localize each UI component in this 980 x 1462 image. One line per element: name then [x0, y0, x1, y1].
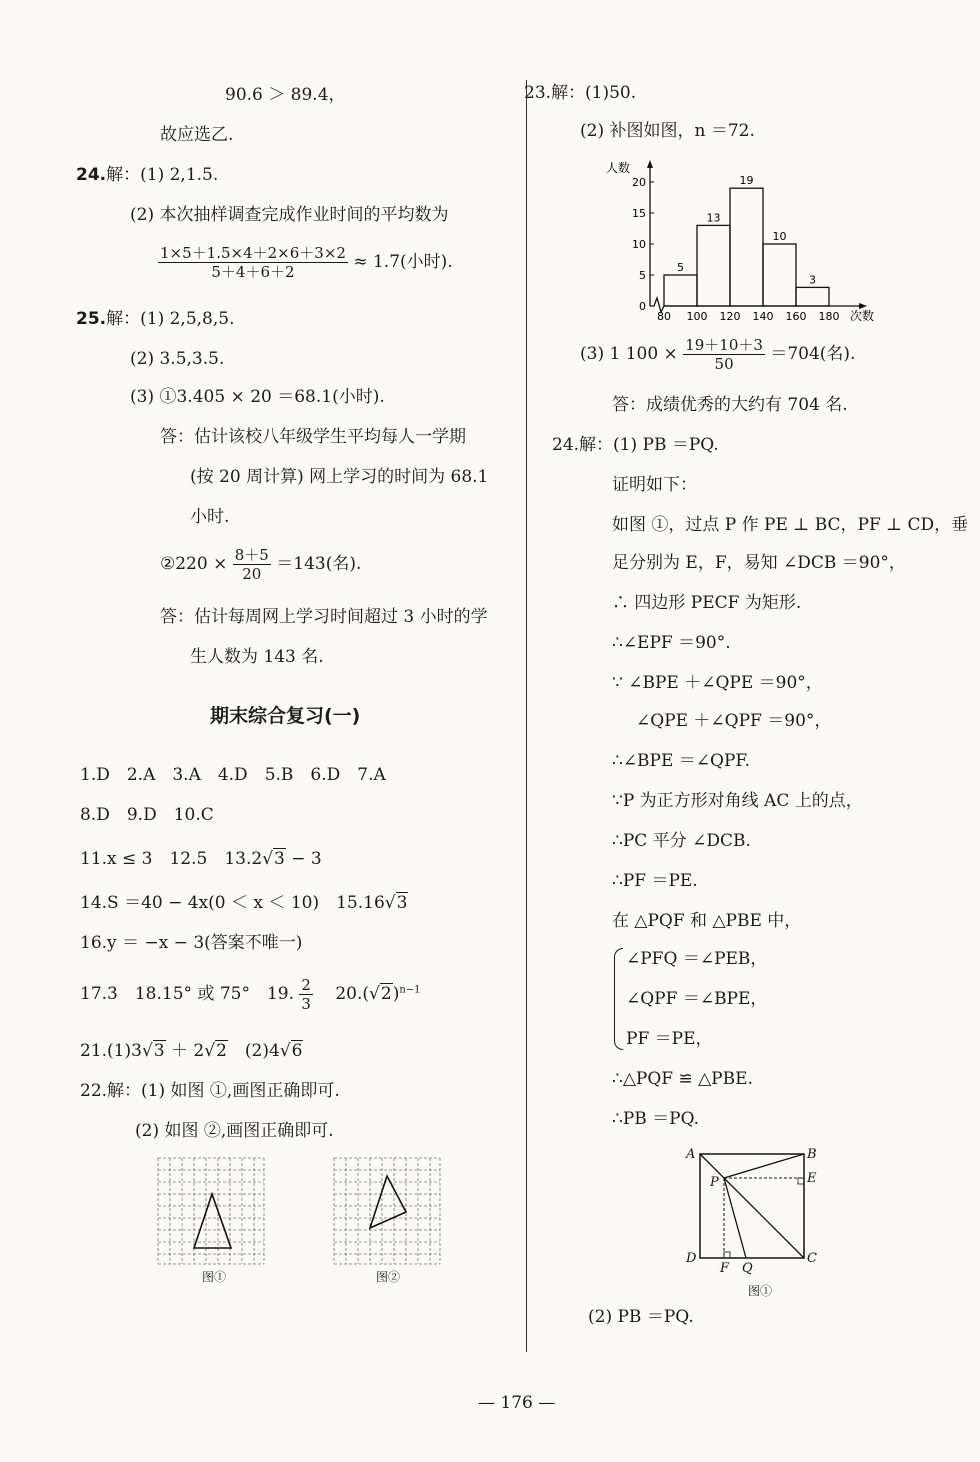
q25-a: 25.解：(1) 2,5,8,5. [76, 309, 235, 329]
q25-c: (3) ①3.405 × 20 ＝68.1(小时). [130, 387, 385, 407]
answers-row-9: (2) 如图 ②,画图正确即可. [135, 1121, 334, 1141]
bar-data-label: 13 [706, 211, 721, 225]
answers-row-8: 22.解：(1) 如图 ①,画图正确即可. [80, 1081, 340, 1101]
fig1-caption: 图① [202, 1270, 227, 1284]
page-number: — 176 — [478, 1393, 556, 1413]
proof-17: ∴PB ＝PQ. [612, 1109, 700, 1129]
proof-1: 证明如下： [612, 475, 697, 495]
answers-row-6: 17.3 18.15° 或 75° 19. $\frac{2}{3}$ $20.(√2)^{n-1}$ [80, 976, 421, 1013]
grid-figure-1 [156, 1156, 268, 1268]
x-tick-label: 160 [785, 310, 807, 323]
square-figure [680, 1142, 820, 1282]
proof-13: ∠PFQ ＝∠PEB， [626, 949, 768, 969]
q24-r-a: 24.解：(1) PB ＝PQ. [552, 435, 719, 455]
proof-3: 足分别为 E，F，易知 ∠DCB ＝90°， [612, 553, 906, 573]
q23-b: (2) 补图如图，n ＝72. [580, 121, 755, 141]
label-a: A [686, 1147, 696, 1162]
proof-8: ∴∠BPE ＝∠QPF. [612, 751, 750, 771]
x-tick-label: 140 [752, 310, 774, 323]
ans-19-fraction: $\frac{2}{3}$ [301, 976, 311, 1013]
label-e: E [807, 1171, 817, 1186]
left-line-2: 故应选乙. [160, 125, 234, 145]
right-angle-e [798, 1178, 804, 1184]
sq-fig-caption: 图① [748, 1284, 773, 1298]
q23-a: 23.解：(1)50. [524, 83, 637, 103]
label-d: D [686, 1251, 697, 1266]
histogram-bar [697, 225, 730, 306]
histogram-bar [664, 275, 697, 306]
proof-7: ∠QPE ＋∠QPF ＝90°， [636, 711, 832, 731]
q25-f: 小时. [190, 507, 230, 527]
q23-c: (3) 1 100 × $\frac{19+10+3}{50}$ ＝704(名). [580, 336, 856, 373]
proof-15: PF ＝PE， [626, 1029, 713, 1049]
q24-formula: $\frac{1\times 5+1.5\times 4+2\times 6+3\times 2}{5+4+6+2}$ ≈ 1.7(小时). [160, 244, 453, 281]
y-tick-label: 0 [639, 300, 646, 313]
answers-row-7: 21.(1)3√3 ＋ 2√2 (2)4√6 [80, 1041, 303, 1061]
proof-6: ∵ ∠BPE ＋∠QPE ＝90°， [612, 673, 823, 693]
q24-left-a: 24.解：(1) 2,1.5. [76, 165, 219, 185]
q25-g: ②220 × $\frac{8+5}{20}$ ＝143(名). [160, 546, 362, 583]
y-tick-label: 5 [639, 269, 646, 282]
y-tick-label: 20 [632, 176, 646, 189]
bar-data-label: 5 [677, 261, 684, 274]
answers-row-2: 8.D 9.D 10.C [80, 805, 214, 825]
histogram-bar [730, 188, 763, 306]
q25-b: (2) 3.5,3.5. [130, 349, 225, 369]
label-p: P [710, 1175, 719, 1190]
x-tick-label: 80 [657, 310, 671, 323]
x-tick-label: 180 [818, 310, 840, 323]
proof-14: ∠QPF ＝∠BPE， [626, 989, 768, 1009]
q25-fraction: $\frac{8+5}{20}$ [234, 546, 269, 583]
q25-h: 答：估计每周网上学习时间超过 3 小时的学 [160, 607, 488, 627]
proof-11: ∴PF ＝PE. [612, 871, 698, 891]
label-f: F [720, 1261, 730, 1276]
answers-row-5: 16.y ＝ −x − 3(答案不唯一) [80, 933, 303, 953]
q23-fraction: $\frac{19+10+3}{50}$ [685, 336, 763, 373]
bar-data-label: 19 [739, 174, 754, 188]
q23-d: 答：成绩优秀的大约有 704 名. [612, 395, 848, 415]
fig2-caption: 图② [376, 1270, 401, 1284]
q25-i: 生人数为 143 名. [190, 647, 324, 667]
section-title: 期末综合复习(一) [210, 705, 361, 727]
chart-xlabel: 次数 [850, 309, 875, 323]
grid-figure-2 [332, 1156, 444, 1268]
q25-e: (按 20 周计算) 网上学习的时间为 68.1 [190, 467, 489, 487]
right-angle-f [724, 1252, 730, 1258]
proof-brace [614, 948, 623, 1050]
proof-4: ∴ 四边形 PECF 为矩形. [612, 593, 802, 613]
triangle-2 [370, 1176, 406, 1228]
grid-lines [334, 1158, 440, 1264]
answers-row-3: 11.x ≤ 3 12.5 13.2√3 − 3 [80, 849, 322, 869]
column-divider [526, 80, 527, 1352]
answers-row-1: 1.D 2.A 3.A 4.D 5.B 6.D 7.A [80, 765, 386, 785]
y-tick-label: 10 [632, 238, 646, 251]
proof-10: ∴PC 平分 ∠DCB. [612, 831, 751, 851]
x-tick-label: 120 [719, 310, 741, 323]
q24-number: 24. [76, 165, 107, 185]
answers-row-4: 14.S ＝40 − 4x(0 ＜ x ＜ 10) 15.16√3 [80, 893, 408, 913]
histogram-bar [796, 287, 829, 306]
histogram-bar [763, 244, 796, 306]
y-tick-label: 15 [632, 207, 646, 220]
proof-5: ∴∠EPF ＝90°. [612, 633, 731, 653]
y-axis-arrow [647, 160, 653, 168]
proof-2: 如图 ①，过点 P 作 PE ⊥ BC，PF ⊥ CD，垂 [612, 515, 969, 535]
proof-18: (2) PB ＝PQ. [588, 1307, 694, 1327]
segment-pq [724, 1178, 746, 1258]
x-tick-label: 100 [686, 310, 708, 323]
triangle-1 [194, 1194, 231, 1248]
proof-16: ∴△PQF ≌ △PBE. [612, 1069, 753, 1089]
label-b: B [807, 1147, 817, 1162]
label-c: C [807, 1251, 817, 1266]
bar-data-label: 10 [772, 230, 787, 243]
proof-9: ∵P 为正方形对角线 AC 上的点， [612, 791, 863, 811]
histogram-chart [600, 156, 890, 326]
left-line-1: 90.6 ＞ 89.4， [225, 85, 346, 105]
segment-pb [724, 1154, 804, 1178]
q25-d: 答：估计该校八年级学生平均每人一学期 [160, 427, 466, 447]
q24-left-b: (2) 本次抽样调查完成作业时间的平均数为 [130, 205, 449, 225]
chart-ylabel: 人数 [606, 161, 631, 175]
q24-fraction: $\frac{1\times 5+1.5\times 4+2\times 6+3\times 2}{5+4+6+2}$ [160, 244, 346, 281]
proof-12: 在 △PQF 和 △PBE 中， [612, 911, 802, 931]
bar-data-label: 3 [809, 273, 816, 287]
label-q: Q [742, 1261, 753, 1276]
